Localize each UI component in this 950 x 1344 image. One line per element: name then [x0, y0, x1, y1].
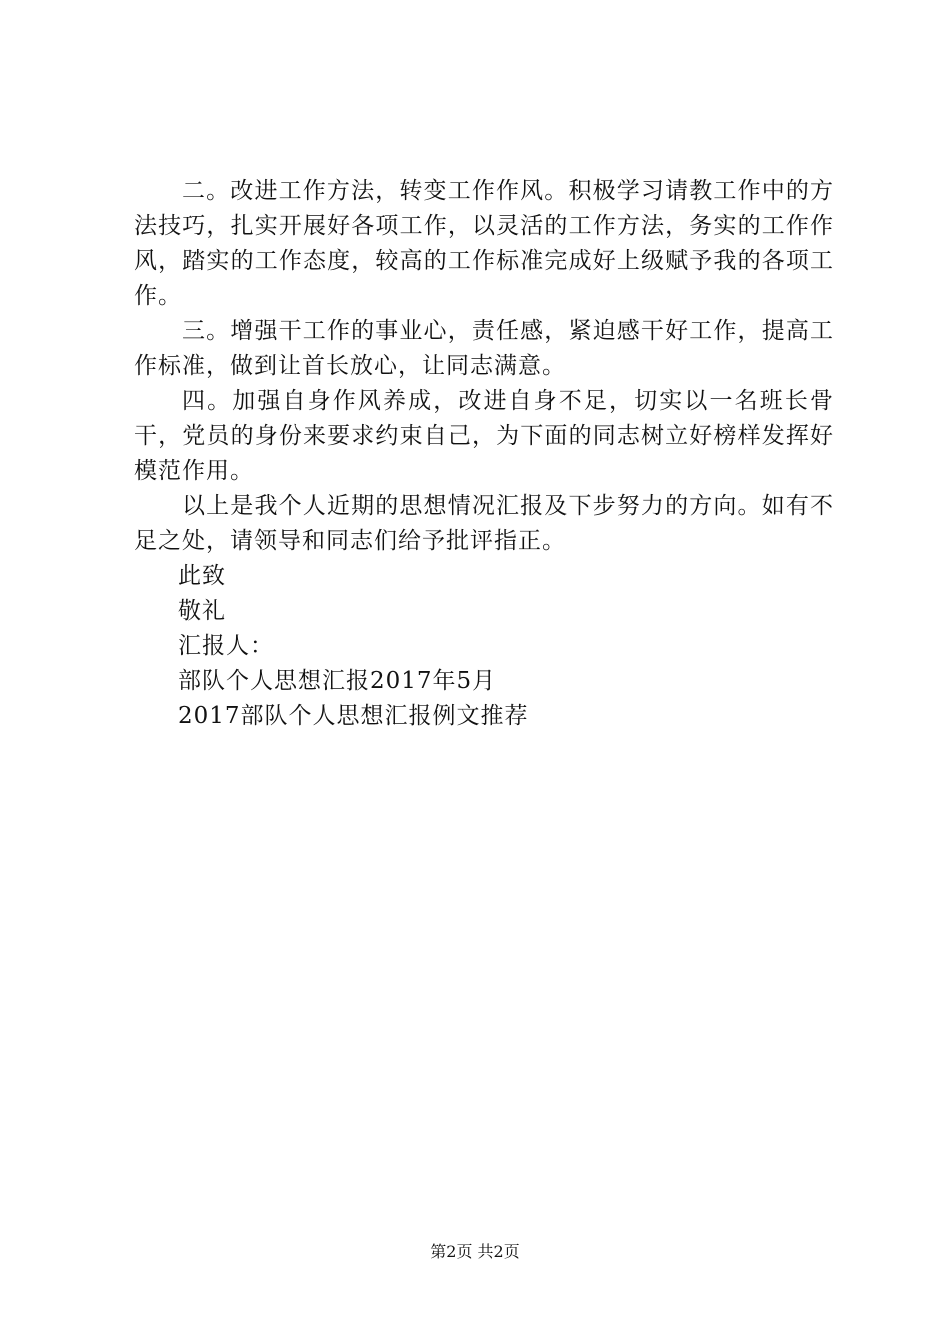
paragraph-improve-methods: 二。改进工作方法，转变工作作风。积极学习请教工作中的方法技巧，扎实开展好各项工作，以灵活的工作方法，务实的工作作风，踏实的工作态度，较高的工作标准完成好上级赋予我的各项工作。: [134, 178, 834, 309]
closing-salutation: 此致: [178, 563, 226, 589]
paragraph-self-discipline: 四。加强自身作风养成，改进自身不足，切实以一名班长骨干，党员的身份来要求约束自己，为下面的同志树立好榜样发挥好模范作用。: [134, 388, 834, 484]
dated-title: 部队个人思想汇报2017年5月: [178, 668, 497, 694]
page-footer: [0, 1241, 950, 1263]
closing-regards: 敬礼: [178, 598, 226, 624]
page-indicator: 第2页 共2页: [430, 1242, 520, 1261]
reporter-label: 汇报人：: [178, 633, 274, 659]
paragraph-responsibility: 三。增强干工作的事业心，责任感，紧迫感干好工作，提高工作标准，做到让首长放心，让同志满意。: [134, 318, 834, 379]
paragraph-summary: 以上是我个人近期的思想情况汇报及下步努力的方向。如有不足之处，请领导和同志们给予批评指正。: [134, 493, 834, 554]
related-title: 2017部队个人思想汇报例文推荐: [178, 703, 529, 729]
document-body: [134, 174, 834, 734]
